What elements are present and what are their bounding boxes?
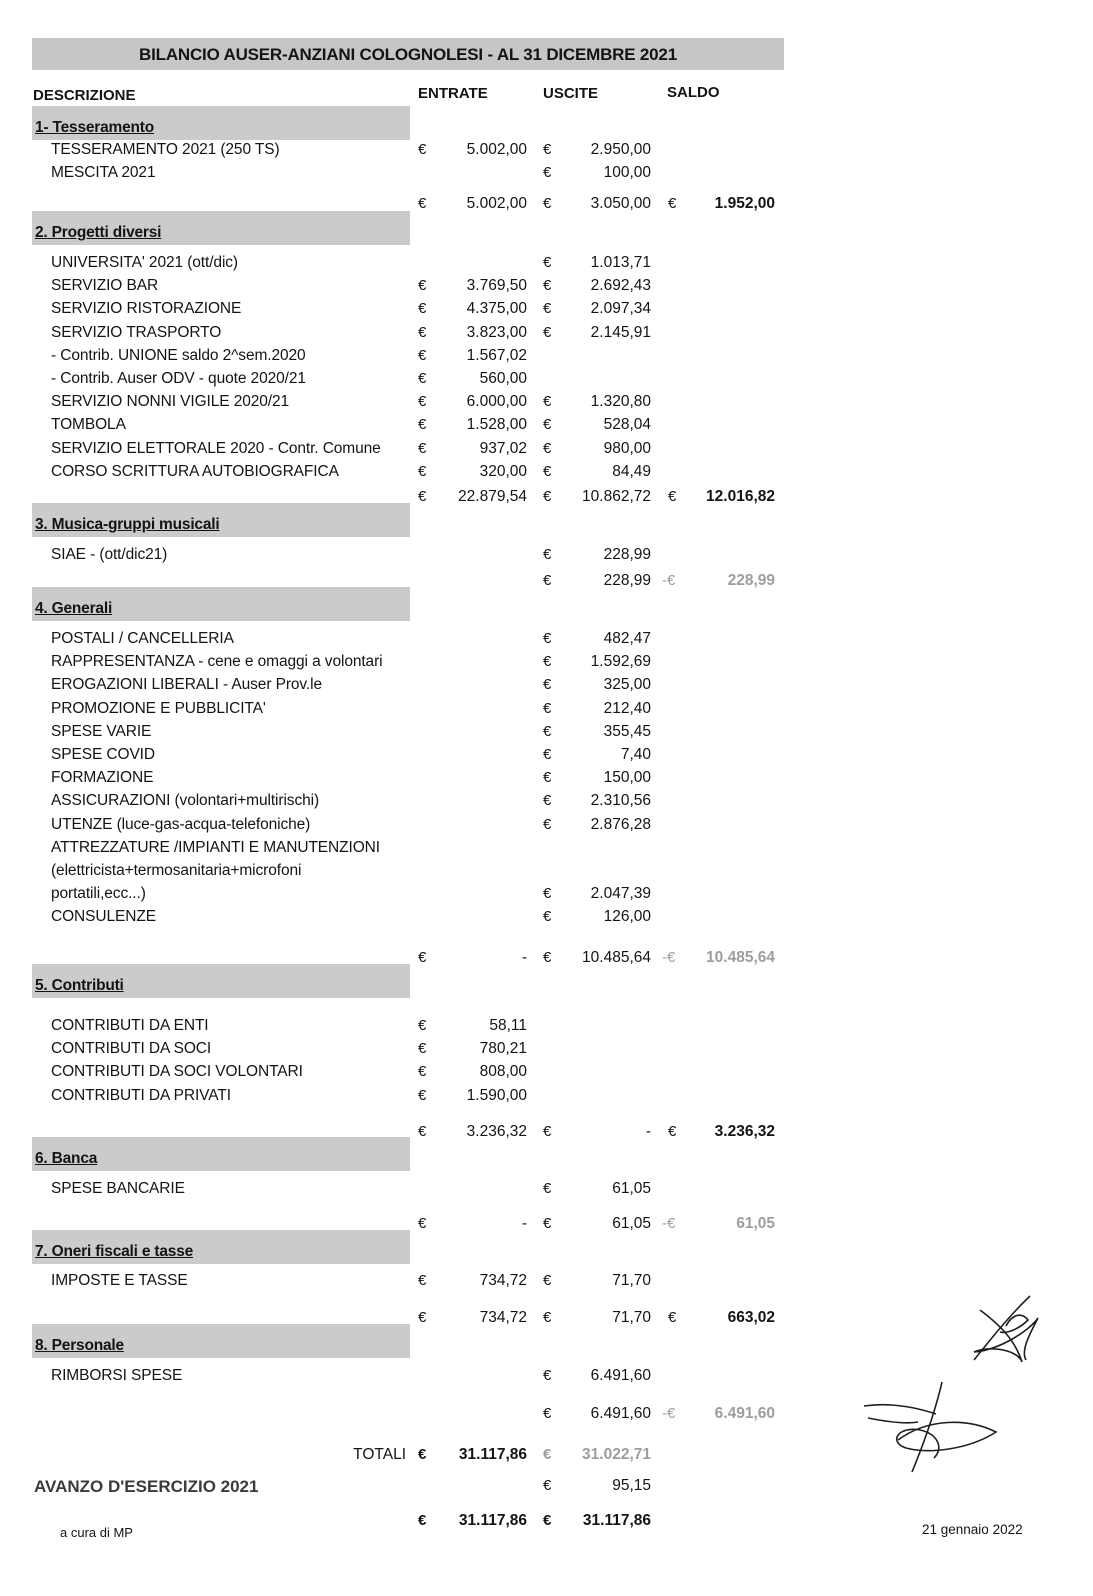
grand-total-uscite-currency: €: [543, 1512, 552, 1529]
row-uscite-amount: 100,00: [603, 164, 651, 181]
row-uscite-amount: 1.013,71: [590, 254, 651, 271]
row-description: ASSICURAZIONI (volontari+multirischi): [51, 792, 320, 809]
row-entrate-amount: 780,21: [479, 1040, 527, 1057]
row-description: SIAE - (ott/dic21): [51, 546, 168, 563]
row-uscite-currency: €: [543, 769, 552, 786]
grand-total-entrate-currency: €: [418, 1512, 427, 1529]
row-uscite-currency: €: [543, 723, 552, 740]
section-title: 7. Oneri fiscali e tasse: [35, 1243, 194, 1260]
row-entrate-currency: €: [418, 393, 427, 410]
row-uscite-amount: 7,40: [620, 746, 651, 763]
header-descrizione: DESCRIZIONE: [33, 87, 136, 104]
row-uscite-amount: 2.097,34: [590, 300, 651, 317]
row-description: UNIVERSITA' 2021 (ott/dic): [51, 254, 238, 271]
row-description: IMPOSTE E TASSE: [51, 1272, 188, 1289]
row-description: CONTRIBUTI DA ENTI: [51, 1017, 209, 1034]
row-description: - Contrib. UNIONE saldo 2^sem.2020: [51, 347, 306, 364]
subtotal-entrate-currency: €: [418, 949, 427, 966]
row-description: CONTRIBUTI DA SOCI: [51, 1040, 212, 1057]
row-entrate-currency: €: [418, 300, 427, 317]
subtotal-uscite-currency: €: [543, 195, 552, 212]
row-uscite-currency: €: [543, 653, 552, 670]
row-entrate-amount: 808,00: [479, 1063, 527, 1080]
subtotal-entrate-amount: 22.879,54: [458, 488, 527, 505]
row-uscite-currency: €: [543, 324, 552, 341]
row-uscite-currency: €: [543, 164, 552, 181]
row-entrate-currency: €: [418, 324, 427, 341]
subtotal-uscite-amount: 61,05: [612, 1215, 651, 1232]
avanzo-uscite-amount: 95,15: [612, 1477, 651, 1494]
subtotal-entrate-currency: €: [418, 1123, 427, 1140]
subtotal-saldo-amount: 61,05: [736, 1215, 775, 1232]
row-entrate-amount: 58,11: [489, 1017, 527, 1034]
row-entrate-currency: €: [418, 1272, 427, 1289]
row-entrate-amount: 6.000,00: [466, 393, 527, 410]
avanzo-label: AVANZO D'ESERCIZIO 2021: [34, 1477, 259, 1496]
row-description: SERVIZIO RISTORAZIONE: [51, 300, 242, 317]
subtotal-saldo-amount: 3.236,32: [714, 1123, 775, 1140]
subtotal-entrate-amount: 734,72: [479, 1309, 527, 1326]
subtotal-entrate-amount: -: [521, 949, 527, 966]
row-uscite-amount: 2.047,39: [590, 885, 651, 902]
subtotal-uscite-amount: -: [645, 1123, 651, 1140]
subtotal-uscite-currency: €: [543, 949, 552, 966]
subtotal-uscite-amount: 10.485,64: [582, 949, 651, 966]
row-description: (elettricista+termosanitaria+microfoni: [51, 862, 302, 879]
row-entrate-currency: €: [418, 277, 427, 294]
row-uscite-amount: 2.950,00: [590, 141, 651, 158]
row-uscite-currency: €: [543, 676, 552, 693]
subtotal-entrate-currency: €: [418, 195, 427, 212]
row-uscite-currency: €: [543, 1180, 552, 1197]
signature-mark-1: [960, 1290, 1050, 1370]
subtotal-saldo-amount: 6.491,60: [714, 1405, 775, 1422]
row-description: SERVIZIO NONNI VIGILE 2020/21: [51, 393, 290, 410]
grand-total-uscite-amount: 31.117,86: [582, 1512, 651, 1529]
subtotal-uscite-amount: 71,70: [612, 1309, 651, 1326]
section-title: 6. Banca: [35, 1150, 98, 1167]
row-entrate-amount: 937,02: [479, 440, 527, 457]
row-uscite-amount: 1.592,69: [590, 653, 651, 670]
row-entrate-currency: €: [418, 1063, 427, 1080]
subtotal-uscite-amount: 6.491,60: [590, 1405, 651, 1422]
row-entrate-currency: €: [418, 141, 427, 158]
row-entrate-amount: 1.528,00: [466, 416, 527, 433]
section-title: 4. Generali: [35, 600, 113, 617]
row-description: TESSERAMENTO 2021 (250 TS): [51, 141, 280, 158]
row-uscite-amount: 355,45: [603, 723, 651, 740]
subtotal-saldo-amount: 663,02: [727, 1309, 775, 1326]
row-description: SERVIZIO TRASPORTO: [51, 324, 222, 341]
row-uscite-currency: €: [543, 440, 552, 457]
subtotal-saldo-amount: 10.485,64: [706, 949, 775, 966]
row-description: - Contrib. Auser ODV - quote 2020/21: [51, 370, 306, 387]
row-description: ATTREZZATURE /IMPIANTI E MANUTENZIONI: [51, 839, 380, 856]
footer-date: 21 gennaio 2022: [922, 1522, 1023, 1537]
row-description: RIMBORSI SPESE: [51, 1367, 183, 1384]
row-uscite-amount: 6.491,60: [590, 1367, 651, 1384]
section-title: 1- Tesseramento: [35, 119, 155, 136]
row-uscite-amount: 2.310,56: [590, 792, 651, 809]
row-uscite-amount: 228,99: [603, 546, 651, 563]
totali-uscite-amount: 31.022,71: [582, 1446, 651, 1463]
row-entrate-currency: €: [418, 463, 427, 480]
row-entrate-currency: €: [418, 416, 427, 433]
row-entrate-amount: 4.375,00: [466, 300, 527, 317]
row-uscite-currency: €: [543, 416, 552, 433]
signature-mark-2: [858, 1378, 1008, 1478]
row-description: CONTRIBUTI DA PRIVATI: [51, 1087, 231, 1104]
subtotal-saldo-currency: -€: [662, 572, 676, 589]
row-uscite-currency: €: [543, 700, 552, 717]
row-entrate-amount: 560,00: [479, 370, 527, 387]
subtotal-saldo-currency: -€: [662, 949, 676, 966]
row-description: portatili,ecc...): [51, 885, 146, 902]
row-uscite-amount: 980,00: [603, 440, 651, 457]
row-uscite-currency: €: [543, 1272, 552, 1289]
subtotal-saldo-currency: -€: [662, 1405, 676, 1422]
row-description: RAPPRESENTANZA - cene e omaggi a volontari: [51, 653, 383, 670]
row-uscite-amount: 2.692,43: [590, 277, 651, 294]
totali-entrate-amount: 31.117,86: [458, 1446, 527, 1463]
row-uscite-amount: 212,40: [603, 700, 651, 717]
avanzo-uscite-currency: €: [543, 1477, 552, 1494]
subtotal-uscite-amount: 10.862,72: [582, 488, 651, 505]
totali-uscite-currency: €: [543, 1446, 552, 1463]
subtotal-uscite-amount: 3.050,00: [590, 195, 651, 212]
footer-author: a cura di MP: [60, 1525, 133, 1540]
row-description: CONTRIBUTI DA SOCI VOLONTARI: [51, 1063, 303, 1080]
row-description: SERVIZIO ELETTORALE 2020 - Contr. Comune: [51, 440, 381, 457]
row-uscite-amount: 325,00: [603, 676, 651, 693]
row-uscite-amount: 528,04: [603, 416, 651, 433]
subtotal-entrate-currency: €: [418, 488, 427, 505]
header-saldo: SALDO: [667, 84, 720, 101]
row-description: FORMAZIONE: [51, 769, 154, 786]
section-title: 8. Personale: [35, 1337, 124, 1354]
row-entrate-amount: 734,72: [479, 1272, 527, 1289]
row-description: UTENZE (luce-gas-acqua-telefoniche): [51, 816, 311, 833]
header-entrate: ENTRATE: [418, 85, 488, 102]
row-description: CORSO SCRITTURA AUTOBIOGRAFICA: [51, 463, 339, 480]
row-uscite-amount: 2.876,28: [590, 816, 651, 833]
row-uscite-amount: 61,05: [612, 1180, 651, 1197]
row-uscite-amount: 1.320,80: [590, 393, 651, 410]
subtotal-entrate-amount: -: [521, 1215, 527, 1232]
row-uscite-currency: €: [543, 463, 552, 480]
row-entrate-amount: 3.823,00: [466, 324, 527, 341]
section-title: 2. Progetti diversi: [35, 224, 162, 241]
document-title: BILANCIO AUSER-ANZIANI COLOGNOLESI - AL 31 DICEMBRE 2021: [32, 38, 784, 70]
row-uscite-currency: €: [543, 816, 552, 833]
row-description: TOMBOLA: [51, 416, 126, 433]
row-description: SERVIZIO BAR: [51, 277, 159, 294]
subtotal-uscite-amount: 228,99: [603, 572, 651, 589]
subtotal-saldo-currency: -€: [662, 1215, 676, 1232]
section-title: 5. Contributi: [35, 977, 124, 994]
row-entrate-amount: 320,00: [479, 463, 527, 480]
row-description: PROMOZIONE E PUBBLICITA': [51, 700, 266, 717]
totali-label: TOTALI: [353, 1446, 406, 1463]
row-uscite-currency: €: [543, 885, 552, 902]
row-description: CONSULENZE: [51, 908, 156, 925]
subtotal-entrate-currency: €: [418, 1309, 427, 1326]
row-uscite-currency: €: [543, 300, 552, 317]
grand-total-entrate-amount: 31.117,86: [458, 1512, 527, 1529]
row-description: SPESE VARIE: [51, 723, 152, 740]
subtotal-saldo-currency: €: [668, 1309, 677, 1326]
row-entrate-amount: 1.590,00: [466, 1087, 527, 1104]
subtotal-entrate-amount: 3.236,32: [466, 1123, 527, 1140]
row-entrate-currency: €: [418, 1087, 427, 1104]
section-title: 3. Musica-gruppi musicali: [35, 516, 220, 533]
subtotal-saldo-amount: 1.952,00: [714, 195, 775, 212]
row-entrate-currency: €: [418, 1017, 427, 1034]
row-uscite-currency: €: [543, 746, 552, 763]
row-uscite-amount: 126,00: [603, 908, 651, 925]
row-uscite-amount: 150,00: [603, 769, 651, 786]
row-uscite-amount: 2.145,91: [590, 324, 651, 341]
row-uscite-amount: 482,47: [603, 630, 651, 647]
subtotal-uscite-currency: €: [543, 1123, 552, 1140]
row-entrate-amount: 1.567,02: [466, 347, 527, 364]
row-entrate-currency: €: [418, 370, 427, 387]
row-uscite-currency: €: [543, 277, 552, 294]
row-entrate-currency: €: [418, 440, 427, 457]
subtotal-saldo-currency: €: [668, 1123, 677, 1140]
subtotal-saldo-amount: 12.016,82: [706, 488, 775, 505]
row-uscite-currency: €: [543, 393, 552, 410]
subtotal-entrate-currency: €: [418, 1215, 427, 1232]
row-description: SPESE COVID: [51, 746, 155, 763]
row-uscite-currency: €: [543, 908, 552, 925]
totali-entrate-currency: €: [418, 1446, 427, 1463]
row-uscite-currency: €: [543, 1367, 552, 1384]
subtotal-uscite-currency: €: [543, 1215, 552, 1232]
row-description: EROGAZIONI LIBERALI - Auser Prov.le: [51, 676, 322, 693]
row-entrate-currency: €: [418, 347, 427, 364]
subtotal-saldo-amount: 228,99: [727, 572, 775, 589]
row-description: SPESE BANCARIE: [51, 1180, 185, 1197]
row-uscite-amount: 71,70: [612, 1272, 651, 1289]
row-uscite-currency: €: [543, 546, 552, 563]
row-uscite-currency: €: [543, 254, 552, 271]
row-description: POSTALI / CANCELLERIA: [51, 630, 234, 647]
row-uscite-amount: 84,49: [612, 463, 651, 480]
subtotal-uscite-currency: €: [543, 572, 552, 589]
row-description: MESCITA 2021: [51, 164, 156, 181]
subtotal-saldo-currency: €: [668, 488, 677, 505]
subtotal-uscite-currency: €: [543, 1309, 552, 1326]
row-entrate-amount: 5.002,00: [466, 141, 527, 158]
row-uscite-currency: €: [543, 141, 552, 158]
header-uscite: USCITE: [543, 85, 599, 102]
row-uscite-currency: €: [543, 630, 552, 647]
row-entrate-amount: 3.769,50: [466, 277, 527, 294]
subtotal-uscite-currency: €: [543, 1405, 552, 1422]
row-entrate-currency: €: [418, 1040, 427, 1057]
subtotal-saldo-currency: €: [668, 195, 677, 212]
row-uscite-currency: €: [543, 792, 552, 809]
subtotal-entrate-amount: 5.002,00: [466, 195, 527, 212]
subtotal-uscite-currency: €: [543, 488, 552, 505]
